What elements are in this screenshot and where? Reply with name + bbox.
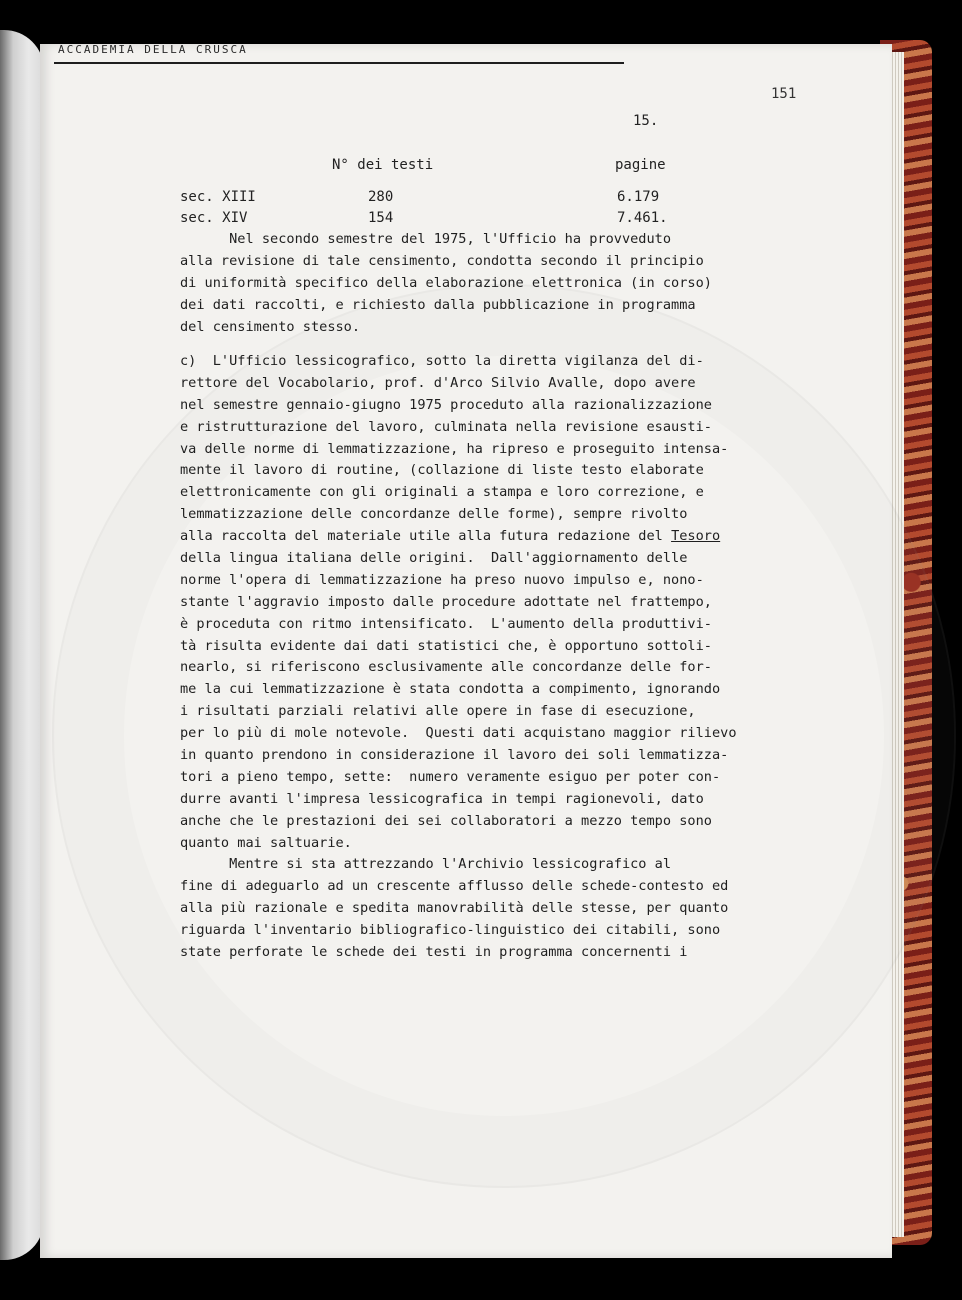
paragraph-census-revision <box>180 229 780 338</box>
table-cell-texts: 154 <box>368 210 394 226</box>
book-spine-left <box>0 30 44 1260</box>
letterhead-rule <box>54 62 624 64</box>
underlined-title: Tesoro <box>671 528 721 545</box>
text-line: fine di adeguarlo ad un crescente afflusso delle schede-contesto ed <box>180 878 729 895</box>
text-line: stante l'aggravio imposto dalle procedure adottate nel frattempo, <box>180 593 712 610</box>
letterhead: ACCADEMIA DELLA CRUSCA <box>58 44 248 56</box>
text-line: lemmatizzazione delle concordanze delle forme), sempre rivolto <box>180 506 688 523</box>
table-header-pages: pagine <box>615 157 666 173</box>
table-cell-century: sec. XIII <box>180 189 256 205</box>
text-line: tà risulta evidente dai dati statistici che, è opportuno sottoli- <box>180 637 712 654</box>
text-line: rettore del Vocabolario, prof. d'Arco Silvio Avalle, dopo avere <box>180 374 696 391</box>
text-line: Nel secondo semestre del 1975, l'Ufficio ha provveduto <box>180 231 672 247</box>
text-line: alla raccolta del materiale utile alla futura redazione del Tesoro <box>180 528 721 545</box>
text-line: va delle norme di lemmatizzazione, ha ripreso e proseguito intensa- <box>180 440 729 457</box>
text-line: è proceduta con ritmo intensificato. L'aumento della produttivi- <box>180 615 712 632</box>
text-line: elettronicamente con gli originali a stampa e loro correzione, e <box>180 484 704 501</box>
text-line: c) L'Ufficio lessicografico, sotto la diretta vigilanza del di- <box>180 353 704 369</box>
text-line: durre avanti l'impresa lessicografica in tempi ragionevoli, dato <box>180 790 704 807</box>
table-cell-texts: 280 <box>368 189 394 205</box>
text-line: alla revisione di tale censimento, condotta secondo il principio <box>180 252 704 269</box>
page-stack-edges <box>890 52 904 1237</box>
paragraph-lexicographic-office <box>180 351 780 964</box>
table-cell-century: sec. XIV <box>180 210 248 226</box>
text-line: della lingua italiana delle origini. Dall'aggiornamento delle <box>180 550 688 567</box>
text-line: alla più razionale e spedita manovrabilità delle stesse, per quanto <box>180 900 729 917</box>
text-line: i risultati parziali relativi alle opere in fase di esecuzione, <box>180 703 696 720</box>
text-line: riguarda l'inventario bibliografico-linguistico dei citabili, sono <box>180 922 721 939</box>
text-line: Mentre si sta attrezzando l'Archivio lessicografico al <box>180 856 672 873</box>
text-line: per lo più di mole notevole. Questi dati acquistano maggior rilievo <box>180 725 737 742</box>
page-number: 151 <box>771 86 797 102</box>
table-header-texts: N° dei testi <box>332 157 434 173</box>
text-line: anche che le prestazioni dei sei collaboratori a mezzo tempo sono <box>180 812 712 829</box>
section-number: 15. <box>633 113 659 129</box>
text-line: quanto mai saltuarie. <box>180 834 352 851</box>
text-line-with-underline <box>180 526 780 548</box>
table-cell-pages: 7.461. <box>617 210 668 226</box>
text-line: norme l'opera di lemmatizzazione ha preso nuovo impulso e, nono- <box>180 571 704 588</box>
text-line: mente il lavoro di routine, (collazione di liste testo elaborate <box>180 462 704 479</box>
text-line: nearlo, si riferiscono esclusivamente alle concordanze delle for- <box>180 659 712 676</box>
text-line: e ristrutturazione del lavoro, culminata nella revisione esausti- <box>180 418 712 435</box>
text-line: state perforate le schede dei testi in programma concernenti i <box>180 944 688 961</box>
table-cell-pages: 6.179 <box>617 189 660 205</box>
text-line: nel semestre gennaio-giugno 1975 proceduto alla razionalizzazione <box>180 396 712 413</box>
text-line: del censimento stesso. <box>180 318 361 335</box>
text-line: tori a pieno tempo, sette: numero veramente esiguo per poter con- <box>180 768 721 785</box>
text-line: in quanto prendono in considerazione il lavoro dei soli lemmatizza- <box>180 747 729 764</box>
text-line: di uniformità specifico della elaborazione elettronica (in corso) <box>180 274 712 291</box>
text-line: me la cui lemmatizzazione è stata condotta a compimento, ignorando <box>180 681 721 698</box>
text-line: dei dati raccolti, e richiesto dalla pubblicazione in programma <box>180 296 696 313</box>
